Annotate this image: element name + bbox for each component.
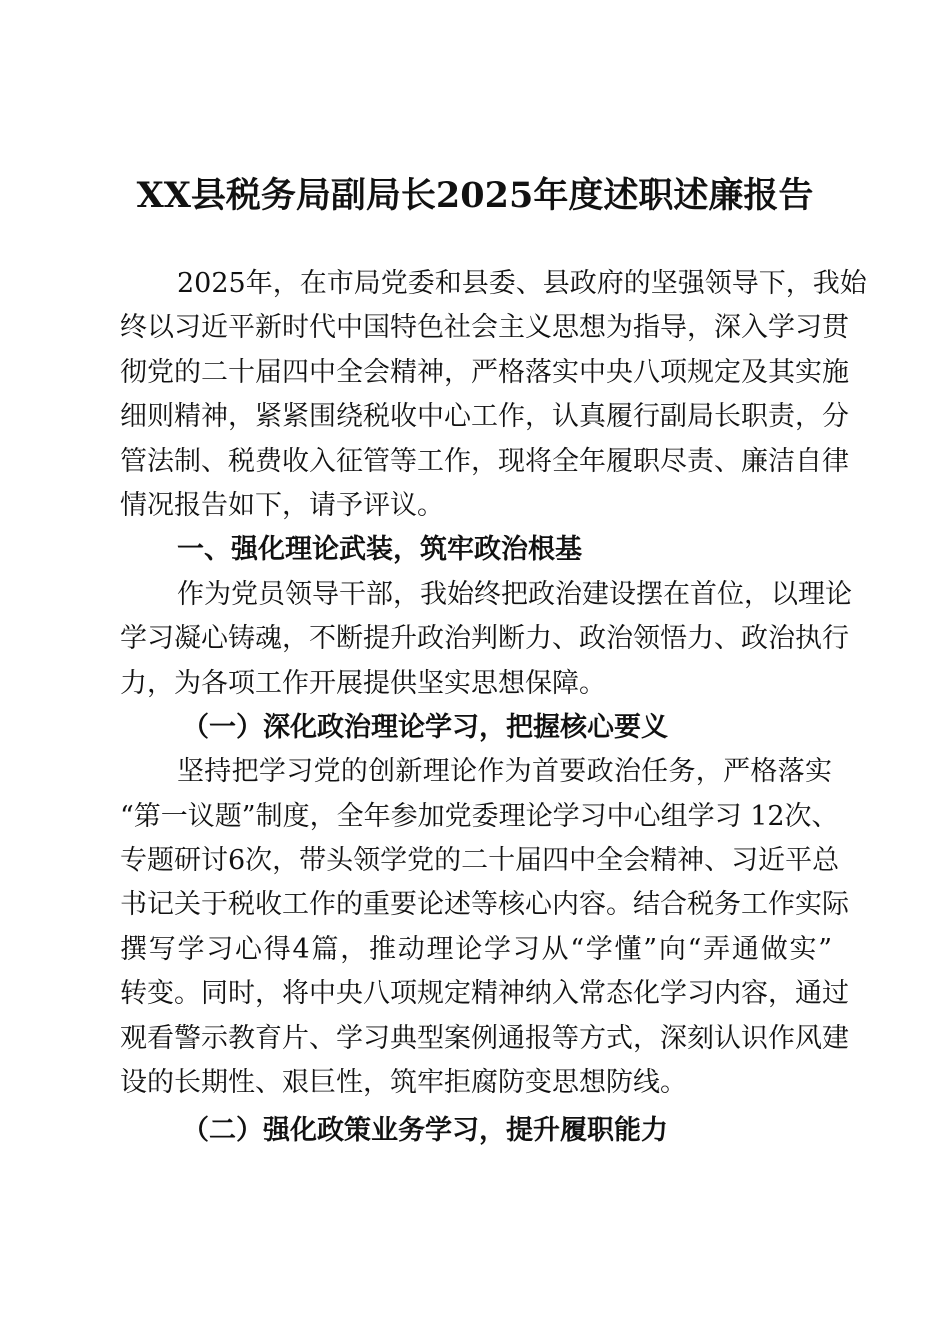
paragraph-line: 专题研讨6次，带头领学党的二十届四中全会精神、习近平总	[120, 845, 840, 877]
paragraph-line: 终以习近平新时代中国特色社会主义思想为指导，深入学习贯	[120, 312, 849, 344]
paragraph-line: 观看警示教育片、学习典型案例通报等方式，深刻认识作风建	[120, 1022, 849, 1054]
paragraph-line: 撰写学习心得4篇，推动理论学习从“学懂”向“弄通做实”	[120, 933, 832, 965]
sub1-paragraph	[120, 750, 849, 1105]
paragraph-line: 彻党的二十届四中全会精神，严格落实中央八项规定及其实施	[120, 356, 849, 388]
paragraph-line: 力，为各项工作开展提供坚实思想保障。	[120, 667, 606, 699]
paragraph-line: “第一议题”制度，全年参加党委理论学习中心组学习 12次、	[120, 800, 839, 832]
paragraph-line: 设的长期性、艰巨性，筑牢拒腐防变思想防线。	[120, 1067, 687, 1099]
paragraph-line: 细则精神，紧紧围绕税收中心工作，认真履行副局长职责，分	[120, 401, 849, 433]
section1-paragraph	[120, 573, 852, 706]
document-body	[120, 262, 867, 1154]
subsection-heading: （二）强化政策业务学习，提升履职能力	[182, 1115, 668, 1147]
subsection-heading: （一）深化政治理论学习，把握核心要义	[182, 711, 668, 743]
paragraph-line: 书记关于税收工作的重要论述等核心内容。结合税务工作实际	[120, 889, 849, 921]
paragraph-line: 学习凝心铸魂，不断提升政治判断力、政治领悟力、政治执行	[120, 623, 849, 655]
intro-paragraph	[120, 262, 867, 528]
paragraph-line: 2025年，在市局党委和县委、县政府的坚强领导下，我始	[177, 268, 867, 299]
paragraph-line: 作为党员领导干部，我始终把政治建设摆在首位，以理论	[177, 578, 852, 610]
section-heading: 一、强化理论武装，筑牢政治根基	[177, 534, 582, 566]
paragraph-line: 情况报告如下，请予评议。	[120, 489, 444, 521]
paragraph-line: 管法制、税费收入征管等工作，现将全年履职尽责、廉洁自律	[120, 445, 849, 477]
paragraph-line: 坚持把学习党的创新理论作为首要政治任务，严格落实	[177, 756, 832, 788]
document-title: XX县税务局副局长2025年度述职述廉报告	[136, 175, 814, 216]
paragraph-line: 转变。同时，将中央八项规定精神纳入常态化学习内容，通过	[120, 978, 849, 1010]
